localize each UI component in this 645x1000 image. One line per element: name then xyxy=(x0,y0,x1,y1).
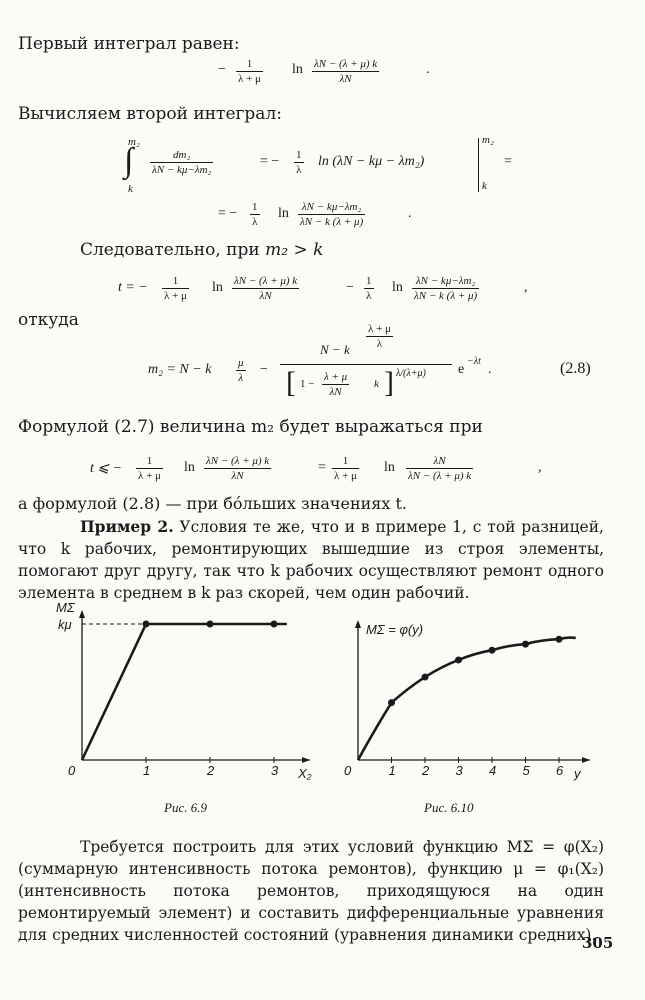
eq5-frac3: $\frac{1}{\lambda + \mu}$ xyxy=(334,455,357,482)
fig1-tick-label: 3 xyxy=(271,763,279,778)
eq2-eq: = − xyxy=(260,154,280,169)
eq3-end: , xyxy=(524,280,528,295)
example-paragraph xyxy=(18,516,604,604)
eq2-eq-end: = xyxy=(504,154,512,169)
fig1-data-point xyxy=(271,621,278,628)
fig1-data-point xyxy=(207,621,214,628)
eq3-frac4: $\frac{\text{λN − kμ−λm₂}}{\lambda N - k (\lambda + \mu)}$ xyxy=(414,275,478,302)
eq5-frac2: $\frac{\lambda N - (\lambda + \mu) k}{\lambda N}$ xyxy=(206,455,270,482)
fig2-tick-label: 4 xyxy=(489,763,497,778)
eq4-bracket-close: ] xyxy=(384,366,394,399)
eq2-l2-ln: ln xyxy=(278,206,289,221)
fig2-y-label: MΣ = φ(y) xyxy=(366,622,424,637)
eq2-ln-part: ln (λN − kμ − λm₂) xyxy=(318,154,425,169)
text-formula-line: Формулой (2.7) величина m₂ будет выражаться при xyxy=(18,417,483,437)
fig1-origin-label: 0 xyxy=(68,763,76,778)
fig1-x-label: X₂ xyxy=(298,766,312,781)
eq5-frac1: $\frac{1}{\lambda + \mu}$ xyxy=(138,455,161,482)
fig1-tick-label: 1 xyxy=(143,763,151,778)
eq4-minus: − xyxy=(260,362,268,377)
fig2-x-arrow-icon xyxy=(582,757,590,763)
fig2-tick-label: 2 xyxy=(422,763,430,778)
fig2-data-point xyxy=(522,641,529,648)
page-number: 305 xyxy=(582,934,614,952)
eq2-eval-bar xyxy=(478,138,479,192)
eq4-power: λ/(λ+μ) xyxy=(396,368,426,379)
fig2-y-arrow-icon xyxy=(355,620,361,628)
eq5-end: , xyxy=(538,460,542,475)
caption-fig-6-9: Рис. 6.9 xyxy=(164,800,207,815)
eq1-minus: − xyxy=(218,62,226,77)
eq2-upper-limit: m₂ xyxy=(128,136,140,148)
eq4-exp-power: −λt xyxy=(467,356,481,367)
fig1-y-arrow-icon xyxy=(79,610,85,618)
eq4-main-fraction-bar xyxy=(280,364,452,365)
eq3-frac1: $\frac{1}{\lambda + \mu}$ xyxy=(164,275,187,302)
fig1-data-point xyxy=(143,621,150,628)
eq2-frac1: $\frac{\text{dm₂}}{\text{λN − kμ−λm₂}}$ xyxy=(152,149,212,176)
fig1-tick-label: 2 xyxy=(207,763,215,778)
eq4-bracket-one: 1 − xyxy=(300,378,315,390)
figure-6-10 xyxy=(344,620,590,781)
eq4-exp: e xyxy=(458,362,465,377)
eq4-lhs: m₂ = N − k xyxy=(148,362,212,377)
fig2-data-point xyxy=(489,647,496,654)
text-line-therefore: Следовательно, при m₂ > k xyxy=(80,240,324,260)
eq4-frac1: $\frac{\mu}{\lambda}$ xyxy=(238,357,244,384)
example-body: Условия те же, что и в примере 1, с той разницей, что k рабочих, ремонтирующих вышедшие из строя элементы, помогают друг другу, так что k рабочих осуществляют ремонт одного элемента в среднем в k раз скорей, чем один рабочий. xyxy=(18,518,604,602)
eq4-end: . xyxy=(488,362,492,377)
eq2-bar-upper: m₂ xyxy=(482,134,494,146)
eq4-bracket-frac: $\frac{\lambda + \mu}{\lambda N}$ xyxy=(324,371,348,398)
text-otkuda: откуда xyxy=(18,310,79,330)
eq2-bar-lower: k xyxy=(482,180,487,192)
text-line-first-integral: Первый интеграл равен: xyxy=(18,34,240,54)
eq4-top-a: N − k xyxy=(320,342,350,357)
eq1-ln: ln xyxy=(292,62,303,77)
eq3-frac2: $\frac{\lambda N - (\lambda + \mu) k}{\lambda N}$ xyxy=(234,275,298,302)
eq5-ln2: ln xyxy=(384,460,395,475)
eq3-lhs: t = − xyxy=(118,280,148,295)
caption-fig-6-10: Рис. 6.10 xyxy=(424,800,474,815)
fig1-y-label: MΣ xyxy=(56,600,75,615)
eq2-l2-frac1: $\frac{1}{\lambda}$ xyxy=(252,201,258,228)
fig2-data-point xyxy=(455,656,462,663)
fig1-x-arrow-icon xyxy=(302,757,310,763)
fig2-tick-label: 3 xyxy=(455,763,463,778)
example-title: Пример 2. xyxy=(80,517,174,536)
eq2-frac2: $\frac{1}{\lambda}$ xyxy=(296,149,302,176)
eq1-end: . xyxy=(426,62,430,77)
eq2-l2-eq: = − xyxy=(218,206,238,221)
eq4-top-frac: $\frac{\lambda + \mu}{\lambda}$ xyxy=(368,323,391,350)
eq1-frac1: $\frac{1}{\lambda + \mu}$ xyxy=(238,58,261,85)
eq1-frac2: $\frac{\lambda N - (\lambda + \mu) k}{\lambda N}$ xyxy=(314,58,378,85)
eq3-frac3: $\frac{1}{\lambda}$ xyxy=(366,275,372,302)
fig2-series-curve xyxy=(358,638,576,760)
figures-svg xyxy=(0,598,645,838)
eq3-ln2: ln xyxy=(392,280,403,295)
fig2-x-label: y xyxy=(574,766,581,781)
fig2-data-point xyxy=(422,674,429,681)
eq2-l2-frac2: $\frac{\text{λN − kμ−λm₂}}{\lambda N - k (\lambda + \mu)}$ xyxy=(300,201,364,228)
fig1-series-line xyxy=(82,624,287,760)
eq3-ln1: ln xyxy=(212,280,223,295)
fig1-level-label: kμ xyxy=(58,617,72,632)
eq5-ln1: ln xyxy=(184,460,195,475)
text-line-second-integral: Вычисляем второй интеграл: xyxy=(18,104,282,124)
fig2-tick-label: 5 xyxy=(522,763,530,778)
text-formula-end: а формулой (2.8) — при бóльших значениях t. xyxy=(18,494,407,513)
fig2-origin-label: 0 xyxy=(344,763,352,778)
fig2-tick-label: 1 xyxy=(388,763,396,778)
figure-6-9 xyxy=(56,600,312,781)
eq5-lhs: t ⩽ − xyxy=(90,461,123,476)
eq5-eq: = xyxy=(318,460,326,475)
fig2-tick-label: 6 xyxy=(556,763,564,778)
eq2-l2-end: . xyxy=(408,206,412,221)
eq4-bracket-k: k xyxy=(374,378,379,390)
eq3-minus: − xyxy=(346,280,354,295)
eq2-lower-limit: k xyxy=(128,183,133,195)
eq5-frac4: $\frac{\lambda N}{\lambda N - (\lambda + \mu) k}$ xyxy=(408,455,472,482)
fig2-data-point xyxy=(556,636,563,643)
final-paragraph: Требуется построить для этих условий функцию MΣ = φ(X₂) (суммарную интенсивность потока ремонтов), функцию μ = φ₁(X₂) (интенсивность потока ремонтов, приходящуюся на один ремонтируемый элемент) и составить дифференциальные уравнения для средних численностей состояний (уравнения динамики средних). xyxy=(18,838,604,944)
integral-icon: ∫ xyxy=(124,142,134,179)
fig2-data-point xyxy=(388,699,395,706)
eq4-bracket-open: [ xyxy=(286,366,296,399)
eq4-number: (2.8) xyxy=(560,360,591,377)
